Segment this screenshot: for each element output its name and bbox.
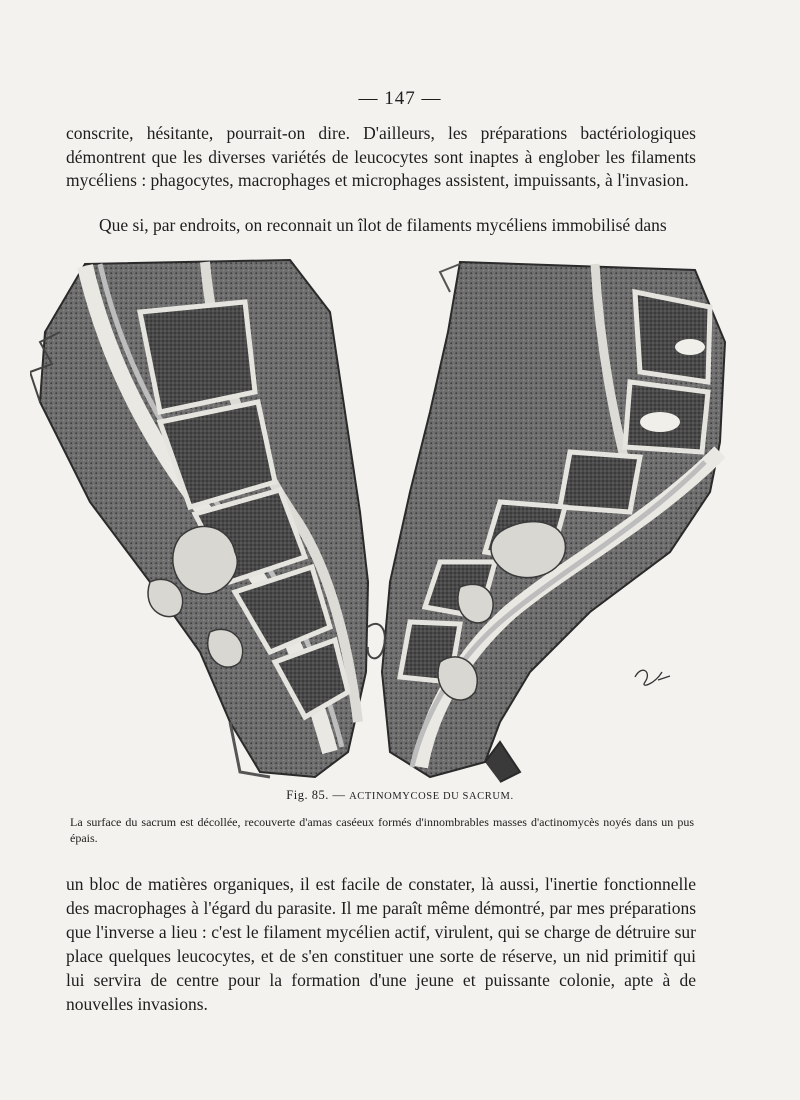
figure-title: ACTINOMYCOSE DU SACRUM. (349, 791, 514, 802)
figure-caption-title (0, 788, 800, 803)
paragraph-intro: Que si, par endroits, on reconnait un îlot de filaments mycéliens immobilisé dans (99, 215, 667, 235)
sacrum-illustration (30, 252, 770, 784)
paragraph-continuation: conscrite, hésitante, pourrait-on dire. D'ailleurs, les préparations bactériologiques démontrent que les diverses variétés de leucocytes sont inaptes à englober les filaments mycéliens : phagocytes, macrophages et microphages assistent, impuissants, à l'invasion. (66, 123, 696, 190)
figure-label: Fig. 85. — (286, 788, 346, 802)
ligament-connector (368, 624, 385, 659)
left-sacrum-specimen (30, 260, 368, 777)
paragraph-continuation-bottom: un bloc de matières organiques, il est facile de constater, là aussi, l'inertie fonctionnelle des macrophages à l'égard du parasite. Il me paraît même démontré, par mes préparations que l'inverse a lieu : c'est le filament mycélien actif, virulent, qui se charge de détruire sur place quelques leucocytes, et de s'en constituer une sorte de réserve, un nid primitif qui lui servira de centre pour la formation d'une jeune et puissante colonie, apte à de nouvelles invasions. (66, 874, 696, 1014)
page-number: — 147 — (358, 88, 442, 109)
figure-caption-text: La surface du sacrum est décollée, recouverte d'amas caséeux formés d'innombrables masses d'actinomycès noyés dans un pus épais. (70, 815, 694, 845)
artist-signature (635, 670, 670, 685)
right-sacrum-specimen (382, 262, 725, 782)
